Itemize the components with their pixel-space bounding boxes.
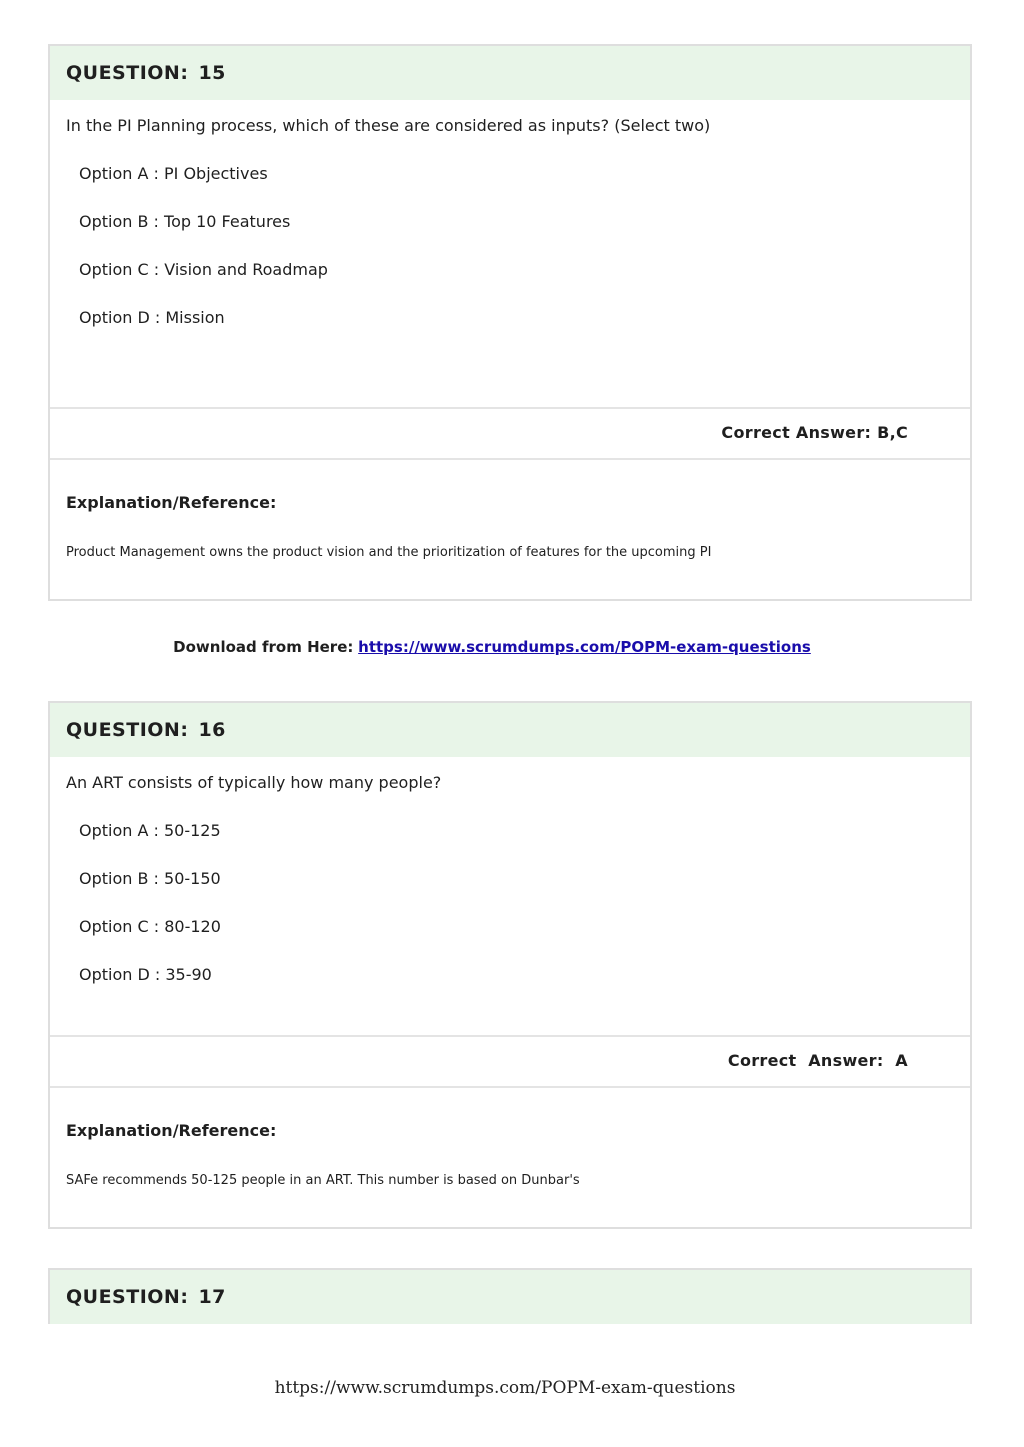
option-a: Option A : PI Objectives [79,164,268,183]
option-c: Option C : 80-120 [79,917,221,936]
question-text: In the PI Planning process, which of these are considered as inputs? (Select two) [66,116,711,135]
divider [50,407,970,409]
question-header [50,46,970,100]
question-header [50,703,970,757]
option-d: Option D : 35-90 [79,965,212,984]
footer-url: https://www.scrumdumps.com/POPM-exam-questions [274,1378,736,1398]
download-link[interactable]: https://www.scrumdumps.com/POPM-exam-questions [358,638,811,656]
option-c: Option C : Vision and Roadmap [79,260,328,279]
question-number: 17 [198,1286,226,1308]
question-label: QUESTION: [66,1286,189,1308]
divider [50,1086,970,1088]
explanation-text: SAFe recommends 50-125 people in an ART. This number is based on Dunbar's [66,1173,580,1188]
explanation-title: Explanation/Reference: [66,493,277,512]
question-text: An ART consists of typically how many people? [66,773,442,792]
question-label: QUESTION: [66,62,189,84]
question-number: 16 [198,719,226,741]
question-number: 15 [198,62,226,84]
option-b: Option B : 50-150 [79,869,221,888]
option-b: Option B : Top 10 Features [79,212,291,231]
download-label: Download from Here: [173,638,354,656]
option-a: Option A : 50-125 [79,821,221,840]
question-card-16 [48,701,972,1229]
divider [50,458,970,460]
explanation-title: Explanation/Reference: [66,1121,277,1140]
explanation-text: Product Management owns the product vision and the prioritization of features for the upcoming PI [66,545,712,560]
question-card-15 [48,44,972,601]
correct-answer: Correct Answer: B,C [721,423,908,442]
divider [50,1035,970,1037]
question-header [50,1270,970,1324]
correct-answer: Correct Answer: A [727,1051,908,1070]
option-d: Option D : Mission [79,308,225,327]
download-line [0,638,984,656]
question-card-17 [48,1268,972,1324]
question-label: QUESTION: [66,719,189,741]
